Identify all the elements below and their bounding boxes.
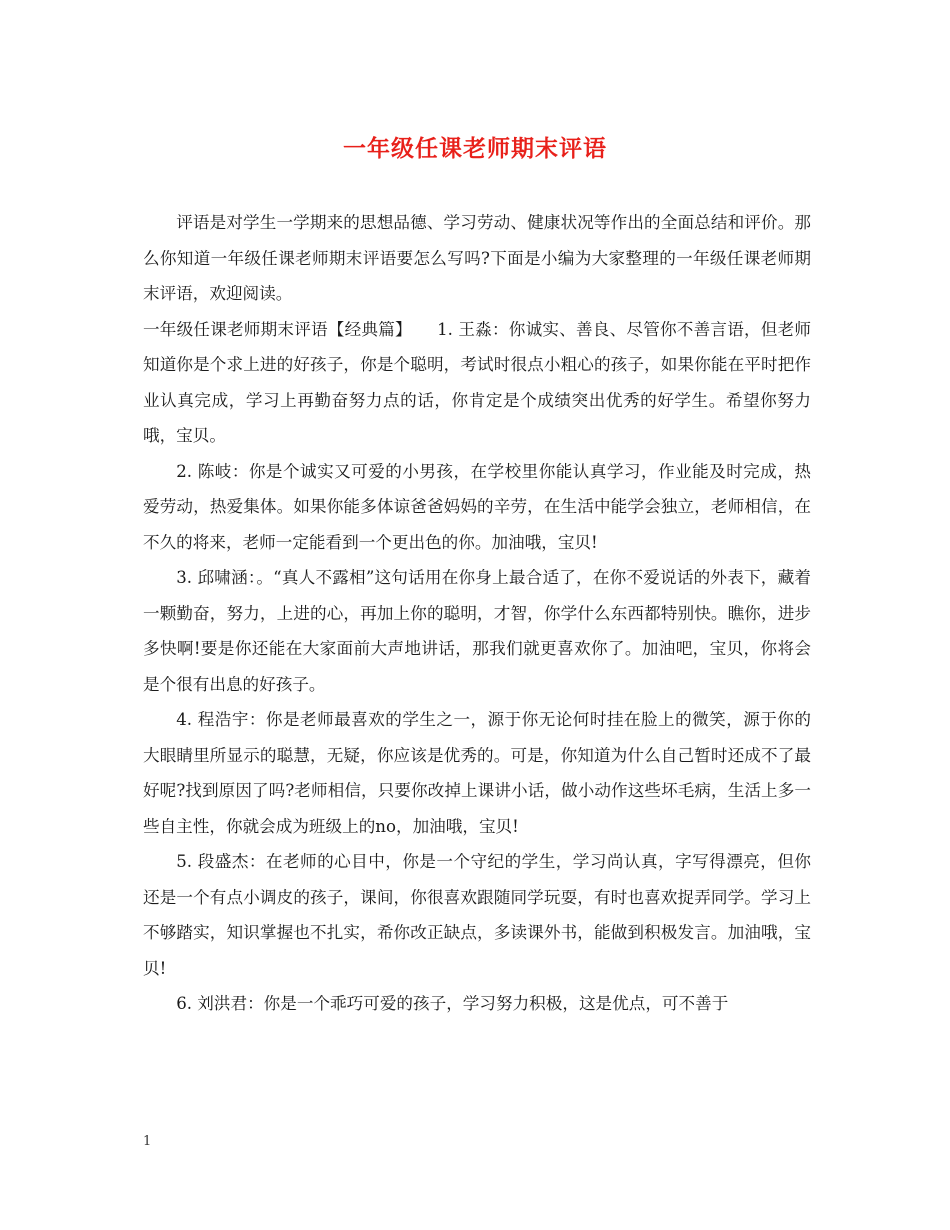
comment-paragraph-3: 3. 邱啸涵：。“真人不露相”这句话用在你身上最合适了，在你不爱说话的外表下，藏着一颗勤奋，努力，上进的心，再加上你的聪明，才智，你学什么东西都特别快。瞧你，进步多快啊!要是你还能在大家面前大声地讲话，那我们就更喜欢你了。加油吧，宝贝，你将会是个很有出息的好孩子。 xyxy=(143,568,811,694)
comment-paragraph-5: 5. 段盛杰：在老师的心目中，你是一个守纪的学生，学习尚认真，字写得漂亮，但你还是一个有点小调皮的孩子，课间，你很喜欢跟随同学玩耍，有时也喜欢捉弄同学。学习上不够踏实，知识掌握也不扎实，希你改正缺点，多读课外书，能做到积极发言。加油哦，宝贝! xyxy=(143,852,811,978)
page-number: 1 xyxy=(143,1134,152,1149)
document-title: 一年级任课老师期末评语 xyxy=(343,135,607,162)
comment-paragraph-2: 2. 陈岐：你是个诚实又可爱的小男孩，在学校里你能认真学习，作业能及时完成，热爱劳动，热爱集体。如果你能多体谅爸爸妈妈的辛劳，在生活中能学会独立，老师相信，在不久的将来，老师一定能看到一个更出色的你。加油哦，宝贝! xyxy=(143,461,811,552)
comment-paragraph-1: 一年级任课老师期末评语【经典篇】 1. 王淼：你诚实、善良、尽管你不善言语，但老师知道你是个求上进的好孩子，你是个聪明，考试时很点小粗心的孩子，如果你能在平时把作业认真完成，学习上再勤奋努力点的话，你肯定是个成绩突出优秀的好学生。希望你努力哦，宝贝。 xyxy=(143,319,811,445)
document-body xyxy=(143,205,811,1022)
comment-paragraph-6: 6. 刘洪君：你是一个乖巧可爱的孩子，学习努力积极，这是优点，可不善于 xyxy=(176,994,729,1013)
intro-paragraph: 评语是对学生一学期来的思想品德、学习劳动、健康状况等作出的全面总结和评价。那么你知道一年级任课老师期末评语要怎么写吗?下面是小编为大家整理的一年级任课老师期末评语，欢迎阅读。 xyxy=(143,213,811,303)
comment-paragraph-4: 4. 程浩宇：你是老师最喜欢的学生之一，源于你无论何时挂在脸上的微笑，源于你的大眼睛里所显示的聪慧，无疑，你应该是优秀的。可是，你知道为什么自己暂时还成不了最好呢?找到原因了吗?老师相信，只要你改掉上课讲小话，做小动作这些坏毛病，生活上多一些自主性，你就会成为班级上的no，加油哦，宝贝! xyxy=(143,710,811,836)
